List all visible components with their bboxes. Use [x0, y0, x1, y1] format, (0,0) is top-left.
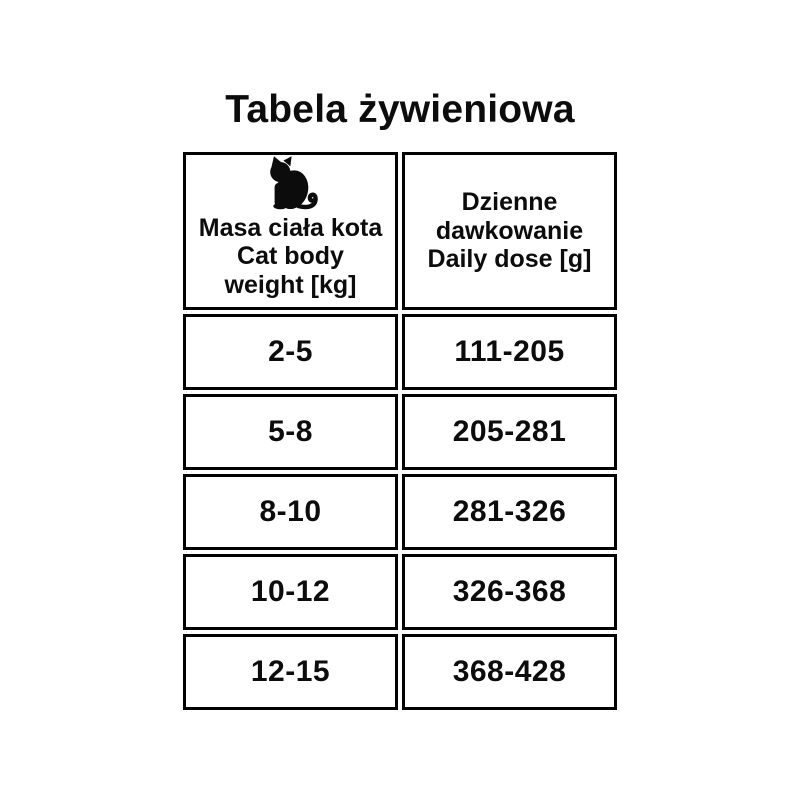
weight-cell-row-1: 2-5 [183, 314, 398, 390]
dose-header-line-pl-1: Dzienne [461, 188, 558, 217]
weight-cell-row-5: 12-15 [183, 634, 398, 710]
page-title: Tabela żywieniowa [225, 88, 575, 131]
weight-header-line-en-1: Cat body [237, 242, 344, 270]
cat-icon [249, 155, 333, 211]
weight-header-line-en-2: weight [kg] [224, 270, 357, 299]
header-weight-column [183, 152, 398, 310]
weight-header-line-pl: Masa ciała kota [198, 213, 383, 242]
header-dose-column [402, 152, 617, 310]
dose-cell-row-5: 368-428 [402, 634, 617, 710]
dose-header-line-pl-2: dawkowanie [435, 216, 584, 245]
weight-cell-row-3: 8-10 [183, 474, 398, 550]
weight-cell-row-2: 5-8 [183, 394, 398, 470]
weight-cell-row-4: 10-12 [183, 554, 398, 630]
dose-cell-row-3: 281-326 [402, 474, 617, 550]
dose-header-line-en: Daily dose [g] [427, 245, 592, 274]
feeding-table [183, 152, 617, 710]
dose-cell-row-4: 326-368 [402, 554, 617, 630]
dose-cell-row-2: 205-281 [402, 394, 617, 470]
dose-cell-row-1: 111-205 [402, 314, 617, 390]
